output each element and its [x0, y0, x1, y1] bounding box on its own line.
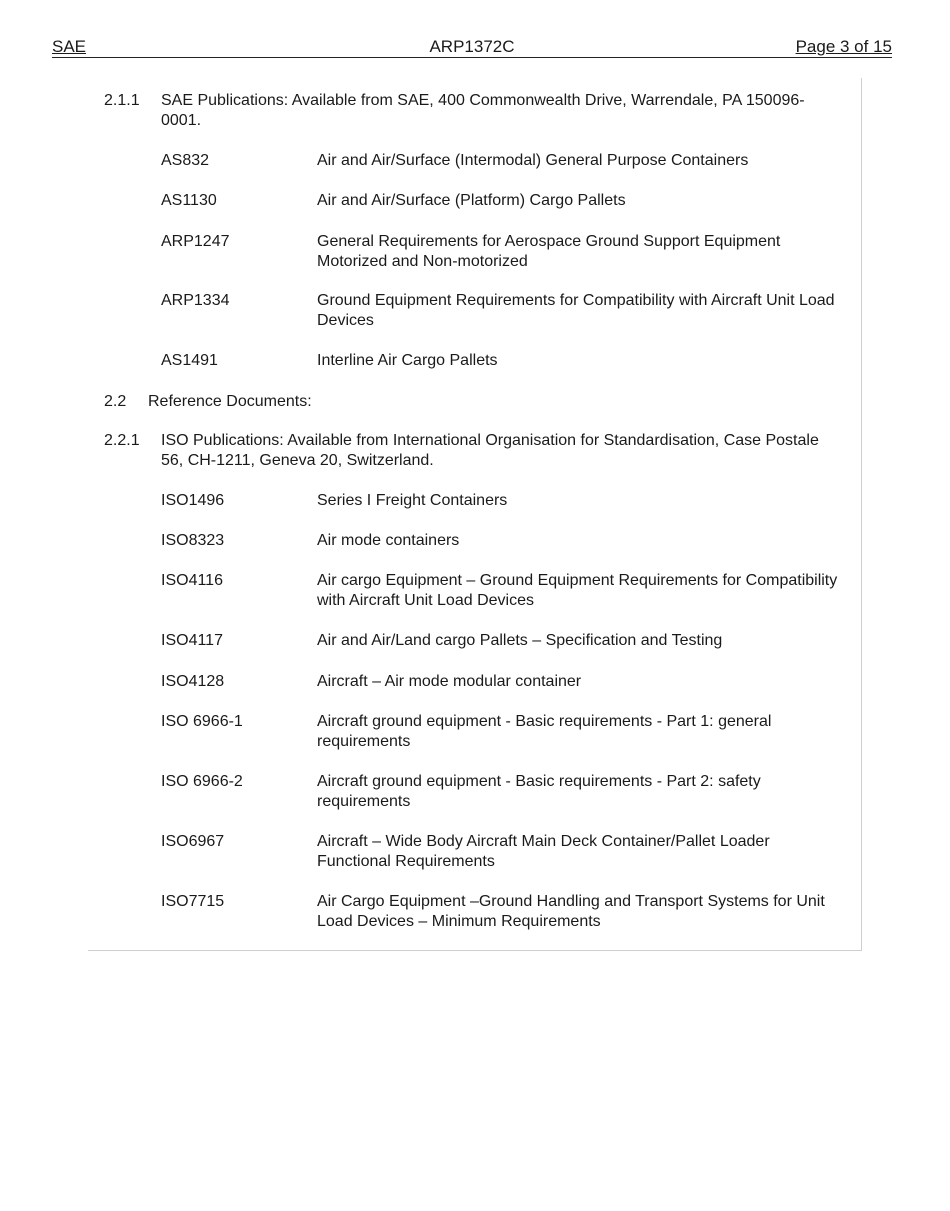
reference-code: ARP1247 [161, 233, 230, 250]
reference-code: ISO7715 [161, 893, 225, 910]
section-text: Reference Documents: [148, 393, 312, 410]
header-page-number: Page 3 of 15 [795, 37, 892, 56]
header-org: SAE [52, 37, 87, 56]
reference-title: Air and Air/Surface (Platform) Cargo Pallets [317, 192, 626, 209]
section-text: ISO Publications: Available from International Organisation for Standardisation, Case Postale 56, CH-1211, Geneva 20, Switzerland. [161, 432, 819, 469]
page-header [52, 37, 892, 58]
reference-code: AS832 [161, 152, 210, 169]
reference-title: Aircraft – Air mode modular container [317, 673, 582, 690]
header-doc-number: ARP1372C [429, 37, 515, 56]
reference-code: ISO4117 [161, 632, 223, 649]
reference-title: Interline Air Cargo Pallets [317, 352, 498, 369]
reference-code: ISO 6966-1 [161, 713, 243, 730]
reference-code: ISO8323 [161, 532, 225, 549]
reference-code: ISO1496 [161, 492, 225, 509]
reference-title: Series I Freight Containers [317, 492, 508, 509]
section-text: SAE Publications: Available from SAE, 400 Commonwealth Drive, Warrendale, PA 150096-0001. [161, 92, 805, 129]
reference-code: ISO 6966-2 [161, 773, 243, 790]
section-number: 2.1.1 [104, 92, 140, 109]
reference-title: Air mode containers [317, 532, 460, 549]
reference-title: Air and Air/Land cargo Pallets – Specification and Testing [317, 632, 723, 649]
reference-code: AS1491 [161, 352, 218, 369]
reference-code: AS1130 [161, 192, 217, 209]
reference-code: ISO4116 [161, 572, 223, 589]
reference-title: Aircraft ground equipment - Basic requirements - Part 1: general requirements [317, 713, 772, 750]
reference-code: ISO4128 [161, 673, 225, 690]
reference-title: Air Cargo Equipment –Ground Handling and Transport Systems for Unit Load Devices – Minimum Requirements [317, 893, 825, 930]
reference-title: General Requirements for Aerospace Ground Support Equipment Motorized and Non-motorized [317, 233, 781, 270]
reference-title: Ground Equipment Requirements for Compatibility with Aircraft Unit Load Devices [317, 292, 835, 329]
reference-code: ISO6967 [161, 833, 225, 850]
reference-title: Aircraft ground equipment - Basic requirements - Part 2: safety requirements [317, 773, 761, 810]
reference-title: Air cargo Equipment – Ground Equipment Requirements for Compatibility with Aircraft Unit Load Devices [317, 572, 838, 609]
reference-title: Air and Air/Surface (Intermodal) General Purpose Containers [317, 152, 749, 169]
reference-code: ARP1334 [161, 292, 230, 309]
section-number: 2.2 [104, 393, 127, 410]
section-number: 2.2.1 [104, 432, 140, 449]
reference-title: Aircraft – Wide Body Aircraft Main Deck Container/Pallet Loader Functional Requirements [317, 833, 770, 870]
